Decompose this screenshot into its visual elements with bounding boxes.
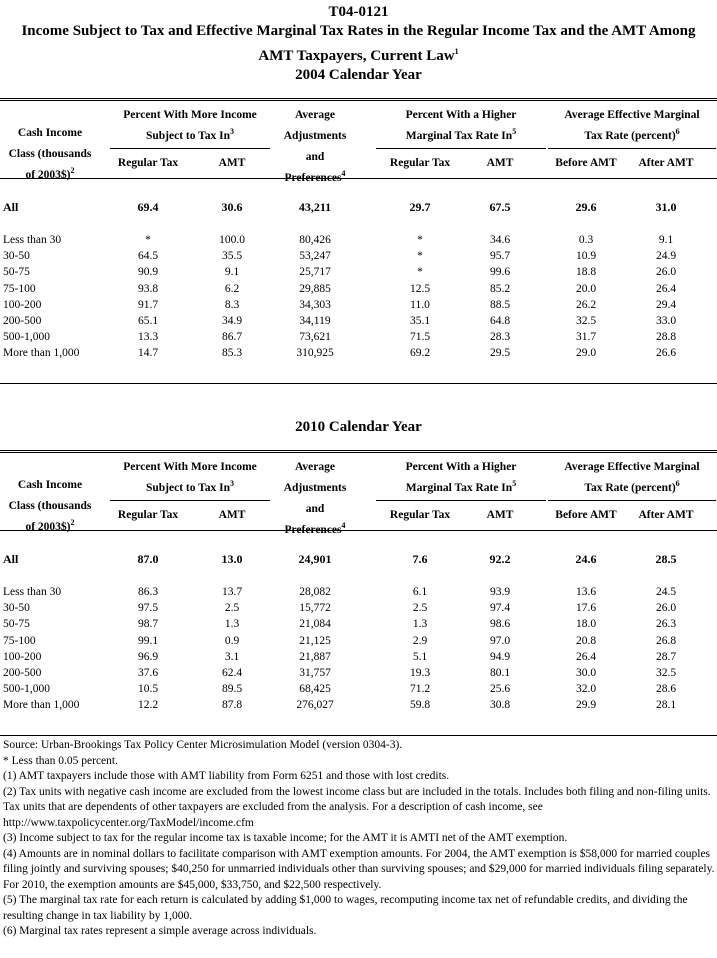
cell: 15,772: [299, 602, 331, 615]
cell: Less than 30: [3, 234, 62, 246]
cell: 10.9: [575, 250, 597, 263]
cell: 59.8: [409, 699, 431, 712]
cell: 34.6: [489, 234, 511, 246]
footnote-1: (1) AMT taxpayers include those with AMT liability from Form 6251 and those with lost credits.: [3, 770, 450, 782]
cell: 24,901: [298, 552, 332, 566]
cell: 29.5: [489, 347, 511, 360]
table-row: [0, 665, 717, 681]
cell: 50-75: [3, 266, 30, 279]
section-bottom-rule: [0, 383, 717, 384]
cell: 20.0: [575, 282, 597, 295]
cell: 29.9: [575, 699, 597, 712]
cell: 30.6: [221, 200, 243, 214]
cell: 67.5: [489, 200, 511, 214]
cell: 30-50: [3, 250, 30, 263]
before-amt-header: Before AMT: [555, 157, 617, 169]
cell: 6.1: [412, 586, 428, 598]
cell: 19.3: [409, 667, 431, 679]
cell: 43,211: [298, 200, 332, 214]
cell: 85.2: [489, 282, 511, 295]
cell: 200-500: [3, 667, 42, 679]
cell: 28.7: [655, 650, 677, 663]
cell: 93.8: [137, 282, 159, 295]
cell: 71.5: [409, 331, 431, 344]
table-row: [0, 681, 717, 697]
cell: 2.5: [224, 602, 240, 615]
table-row: [0, 584, 717, 600]
cell: 24.5: [655, 586, 677, 598]
bottom-rule: [0, 735, 717, 736]
cell: 24.6: [575, 552, 597, 566]
cell: 100.0: [219, 234, 245, 246]
cell: 99.6: [489, 266, 511, 279]
cell: 32.5: [655, 667, 677, 679]
cell: 26.0: [655, 602, 677, 615]
cell: 69.4: [137, 200, 159, 214]
table-row-all: [0, 551, 717, 567]
cell: 26.6: [655, 347, 677, 360]
cell: 1.3: [412, 618, 428, 631]
cell: 97.5: [137, 602, 159, 615]
group-underline: [548, 148, 716, 149]
cell: 73,621: [299, 331, 331, 344]
cell: 10.5: [137, 683, 159, 696]
cell: 8.3: [224, 298, 240, 311]
cell: 29.6: [575, 200, 597, 214]
cell: 500-1,000: [3, 683, 50, 696]
cell: 12.2: [137, 699, 159, 712]
cell: 21,125: [299, 634, 331, 647]
cell: 28.1: [655, 699, 677, 712]
cash-income-header: Cash Income Class (thousands of 2003$)$^2$: [8, 127, 92, 181]
cell: 310,925: [296, 347, 334, 360]
cell: 18.8: [575, 266, 597, 279]
cell: 26.4: [655, 282, 677, 295]
cell: 3.1: [224, 650, 240, 663]
cell: 11.0: [410, 298, 430, 311]
footnote-4: (4) Amounts are in nominal dollars to facilitate comparison with AMT exemption amounts. For 2004, the AMT exemption is $58,000 for married couples filing jointly and surviving spouses; $40,250 for unmarried individuals other than surviving spouses; and $29,000 for married individuals filing separately. For 2010, the exemption amounts are $45,000, $33,750, and $22,500 respectively.: [3, 847, 715, 891]
table-code: T04-0121: [328, 4, 389, 20]
cell: 86.3: [137, 586, 159, 598]
cell: 99.1: [137, 634, 159, 647]
cell: All: [3, 552, 19, 566]
cell: 0.9: [224, 634, 240, 647]
cell: 7.6: [412, 552, 428, 566]
cell: 276,027: [296, 699, 334, 712]
cell: 80,426: [299, 234, 331, 246]
regular-tax-header-2: Regular Tax: [389, 509, 451, 521]
amt-header-2: AMT: [486, 157, 514, 169]
cell: 5.1: [412, 650, 428, 663]
group-header-more-income: Percent With More Income Subject to Tax In$^3$: [123, 109, 257, 142]
cell: *: [145, 234, 151, 246]
cell: 24.9: [655, 250, 677, 263]
cell: 200-500: [3, 315, 42, 327]
cell: 100-200: [3, 650, 42, 663]
regular-tax-header: Regular Tax: [117, 157, 179, 169]
table-title-line2: AMT Taxpayers, Current Law$^1$: [258, 47, 459, 64]
footnote-star: * Less than 0.05 percent.: [3, 754, 118, 767]
cell: 31.7: [575, 331, 597, 344]
cell: 17.6: [575, 602, 597, 615]
cell: 35.5: [221, 250, 243, 263]
group-underline: [376, 148, 546, 149]
cell: 93.9: [489, 586, 511, 598]
cell: 94.9: [489, 650, 511, 663]
cell: 92.2: [489, 552, 511, 566]
table-row: [0, 600, 717, 616]
cell: Less than 30: [3, 586, 62, 598]
cell: 85.3: [221, 347, 243, 360]
cell: 18.0: [575, 618, 597, 631]
cell: 34,303: [299, 298, 331, 311]
cell: 95.7: [489, 250, 511, 263]
cell: 37.6: [137, 667, 159, 679]
table-row: [0, 633, 717, 649]
cell: 96.9: [137, 650, 159, 663]
cell: 9.1: [658, 234, 674, 246]
before-amt-header: Before AMT: [555, 509, 617, 521]
cell: 13.0: [221, 552, 243, 566]
table-row-all: [0, 199, 717, 215]
cell: 75-100: [3, 282, 36, 295]
cell: 1.3: [224, 618, 240, 631]
cell: 6.2: [224, 282, 240, 295]
table-row: [0, 649, 717, 665]
table-row: [0, 697, 717, 713]
cell: 12.5: [409, 282, 431, 295]
cell: 20.8: [575, 634, 597, 647]
after-amt-header: After AMT: [638, 157, 694, 169]
after-amt-header: After AMT: [638, 509, 694, 521]
amt-header: AMT: [218, 509, 246, 521]
group-header-higher-rate: Percent With a Higher Marginal Tax Rate In$^5$: [405, 109, 517, 142]
cell: 25.6: [489, 683, 511, 696]
cell: 100-200: [3, 298, 42, 311]
cell: 29.4: [655, 298, 677, 311]
group-underline: [110, 500, 270, 501]
cell: 13.3: [137, 331, 159, 344]
cell: 13.7: [221, 586, 243, 598]
cell: 28.6: [655, 683, 677, 696]
header-top-rule: [0, 98, 717, 101]
footnote-5: (5) The marginal tax rate for each return is calculated by adding $1,000 to wages, recomputing income tax net of refundable credits, and dividing the resulting change in tax liability by 1,000.: [3, 894, 688, 922]
cell: 21,887: [299, 650, 331, 663]
cell: 86.7: [221, 331, 243, 344]
cell: 9.1: [224, 266, 240, 279]
table-row: [0, 232, 717, 248]
cell: 28.5: [655, 552, 677, 566]
cell: 89.5: [221, 683, 243, 696]
cell: All: [3, 200, 19, 214]
group-header-effective-rate: Average Effective Marginal Tax Rate (percent)$^6$: [564, 461, 700, 494]
cell: 97.4: [489, 602, 511, 615]
title-block: [0, 3, 717, 85]
cell: More than 1,000: [3, 347, 80, 360]
cell: 2.5: [412, 602, 428, 615]
footnote-2: (2) Tax units with negative cash income are excluded from the lowest income class but are included in the totals. Includes both filing and non-filing units. Tax units that are dependents of other taxpayers are excluded from the analysis. For a description of cash income, see http://www.taxpolicycenter.org/TaxModel/income.cfm: [3, 785, 711, 829]
amt-header: AMT: [218, 157, 246, 169]
table-row: [0, 616, 717, 632]
cell: 0.3: [578, 234, 594, 246]
cell: 87.0: [137, 552, 159, 566]
group-underline: [110, 148, 270, 149]
cell: 50-75: [3, 618, 30, 631]
cell: 500-1,000: [3, 331, 50, 344]
cell: 88.5: [489, 298, 511, 311]
footnote-3: (3) Income subject to tax for the regular income tax is taxable income; for the AMT it is AMTI net of the AMT exemption.: [3, 832, 568, 844]
cell: 28.8: [655, 331, 677, 344]
cell: 26.4: [575, 650, 597, 663]
cell: 65.1: [137, 315, 159, 327]
cell: 53,247: [299, 250, 331, 263]
header-bottom-rule: [0, 530, 717, 531]
cell: More than 1,000: [3, 699, 80, 712]
regular-tax-header-2: Regular Tax: [389, 157, 451, 169]
group-header-adjustments: Average Adjustments and Preferences$^4$: [283, 461, 347, 536]
cell: 29.7: [409, 200, 431, 214]
group-header-higher-rate: Percent With a Higher Marginal Tax Rate In$^5$: [405, 461, 517, 494]
cell: 87.8: [221, 699, 243, 712]
header-top-rule: [0, 450, 717, 453]
cash-income-header: Cash Income Class (thousands of 2003$)$^2$: [8, 479, 92, 533]
cell: 98.7: [137, 618, 159, 631]
cell: 26.2: [575, 298, 597, 311]
cell: 21,084: [299, 618, 331, 631]
regular-tax-header: Regular Tax: [117, 509, 179, 521]
group-underline: [548, 500, 716, 501]
cell: 32.0: [575, 683, 597, 696]
header-bottom-rule: [0, 178, 717, 179]
cell: 69.2: [409, 347, 431, 360]
group-header-adjustments: Average Adjustments and Preferences$^4$: [283, 109, 347, 184]
cell: 35.1: [409, 315, 431, 327]
footnote-source: Source: Urban-Brookings Tax Policy Center Microsimulation Model (version 0304-3).: [3, 739, 403, 751]
group-header-effective-rate: Average Effective Marginal Tax Rate (percent)$^6$: [564, 109, 700, 142]
year-2004-heading: 2004 Calendar Year: [295, 67, 422, 83]
cell: 97.0: [489, 634, 511, 647]
cell: 2.9: [412, 634, 428, 647]
cell: 98.6: [489, 618, 511, 631]
cell: 62.4: [221, 667, 243, 679]
table-row: [0, 264, 717, 280]
cell: 34,119: [299, 315, 331, 327]
cell: 64.8: [489, 315, 511, 327]
cell: 30.0: [575, 667, 597, 679]
cell: *: [417, 234, 423, 246]
cell: 64.5: [137, 250, 159, 263]
table-row: [0, 248, 717, 264]
cell: 29,885: [299, 282, 331, 295]
table-row: [0, 313, 717, 329]
table-row: [0, 281, 717, 297]
cell: 30.8: [489, 699, 511, 712]
table-title-line1: Income Subject to Tax and Effective Marginal Tax Rates in the Regular Income Tax and the AMT Among: [21, 23, 696, 39]
table-row: [0, 345, 717, 361]
footnote-6: (6) Marginal tax rates represent a simple average across individuals.: [3, 925, 317, 937]
cell: 28,082: [299, 586, 331, 598]
footnotes: [3, 738, 715, 940]
cell: *: [417, 250, 423, 263]
year-2010-heading: 2010 Calendar Year: [295, 419, 422, 435]
cell: 26.8: [655, 634, 677, 647]
cell: 28.3: [489, 331, 511, 344]
cell: 30-50: [3, 602, 30, 615]
cell: 13.6: [575, 586, 597, 598]
cell: 14.7: [137, 347, 159, 360]
table-row: [0, 297, 717, 313]
cell: 32.5: [575, 315, 597, 327]
group-underline: [376, 500, 546, 501]
cell: 33.0: [655, 315, 677, 327]
amt-header-2: AMT: [486, 509, 514, 521]
cell: *: [417, 266, 423, 279]
cell: 26.0: [655, 266, 677, 279]
cell: 31,757: [299, 667, 331, 679]
group-header-more-income: Percent With More Income Subject to Tax In$^3$: [123, 461, 257, 494]
cell: 25,717: [299, 266, 331, 279]
cell: 71.2: [409, 683, 431, 696]
cell: 29.0: [575, 347, 597, 360]
cell: 75-100: [3, 634, 36, 647]
cell: 91.7: [137, 298, 159, 311]
cell: 34.9: [221, 315, 243, 327]
cell: 26.3: [655, 618, 677, 631]
cell: 90.9: [137, 266, 159, 279]
cell: 31.0: [655, 200, 677, 214]
cell: 80.1: [489, 667, 511, 679]
cell: 68,425: [299, 683, 331, 696]
table-row: [0, 329, 717, 345]
